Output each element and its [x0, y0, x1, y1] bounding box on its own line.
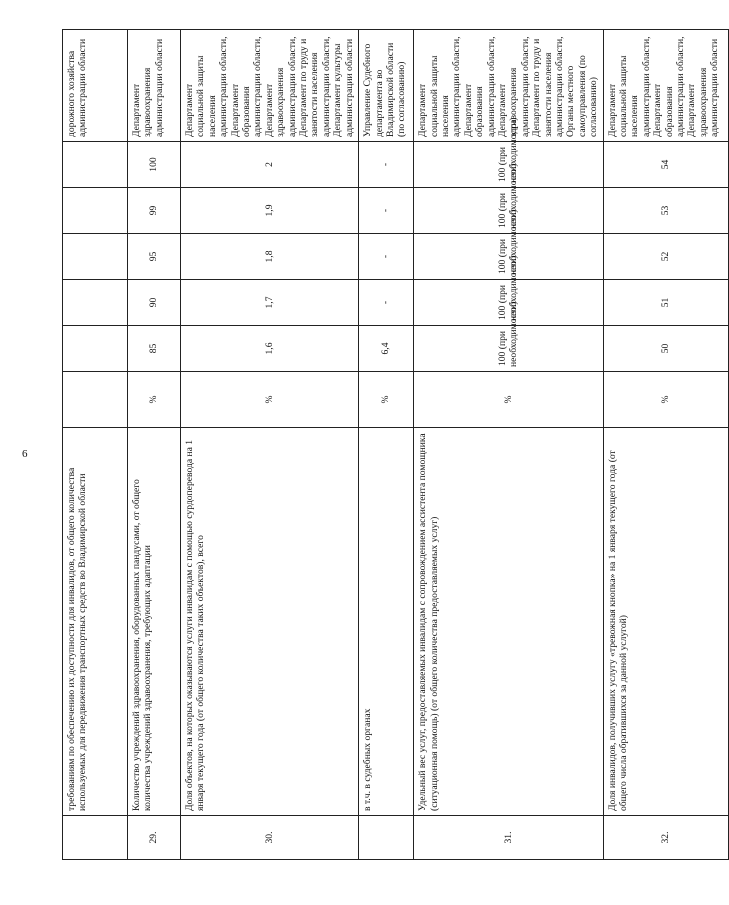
- value-2017: 51: [603, 280, 728, 326]
- value-2020: 54: [603, 142, 728, 188]
- table-row: [128, 30, 181, 860]
- value-2020: 100 (при необходимости): [414, 142, 604, 188]
- value-2016: 6,4: [359, 326, 414, 372]
- indicator-name: Количество учреждений здравоохранения, оборудованных пандусами, от общего количества учреждений здравоохранения, требующих адаптации: [128, 428, 181, 816]
- unit-cell: %: [603, 372, 728, 428]
- unit-cell: %: [359, 372, 414, 428]
- value-2018: 52: [603, 234, 728, 280]
- indicator-name: требованиям по обеспечению их доступности для инвалидов, от общего количества используемых для передвижения транспортных средств во Владимирской области: [63, 428, 128, 816]
- responsible-executor: Управление Судебного департамента во Владимирской области (по согласованию): [359, 30, 414, 142]
- value-2019: 1,9: [181, 188, 359, 234]
- value-2020: -: [359, 142, 414, 188]
- value-2017: -: [359, 280, 414, 326]
- table-row: [181, 30, 359, 860]
- responsible-executor: Департамент социальной защиты населения администрации области, Департамент образования администрации области, Департамент здравоохранения администрации области, Департамент по труду и занятости населения администрации области, Органы местного самоуправления (по согласованию): [414, 30, 604, 142]
- row-number: [359, 816, 414, 860]
- indicators-table: [62, 29, 729, 860]
- value-2016: 100 (при необходимости): [414, 326, 604, 372]
- value-2017: 90: [128, 280, 181, 326]
- row-number: [63, 816, 128, 860]
- responsible-executor: Департамент здравоохранения администрации области: [128, 30, 181, 142]
- unit-cell: %: [181, 372, 359, 428]
- value-2016: 85: [128, 326, 181, 372]
- value-2019: 53: [603, 188, 728, 234]
- value-2018: [63, 234, 128, 280]
- value-2019: 99: [128, 188, 181, 234]
- value-2016: [63, 326, 128, 372]
- unit-cell: [63, 372, 128, 428]
- table-row: [359, 30, 414, 860]
- unit-cell: %: [414, 372, 604, 428]
- indicator-name: Доля инвалидов, получивших услугу «тревожная кнопка» на 1 января текущего года (от общего числа обратившихся за данной услугой): [603, 428, 728, 816]
- responsible-executor: Департамент социальной защиты населения администрации области, Департамент образования администрации области, Департамент здравоохранения администрации области, Департамент по труду и занятости населения администрации области, Департамент культуры администрации области: [181, 30, 359, 142]
- row-number: 31.: [414, 816, 604, 860]
- responsible-executor: дорожного хозяйства администрации области: [63, 30, 128, 142]
- table-row: [414, 30, 604, 860]
- value-2017: 100 (при необходимости): [414, 280, 604, 326]
- value-2016: 50: [603, 326, 728, 372]
- value-2019: 100 (при необходимости): [414, 188, 604, 234]
- value-2019: [63, 188, 128, 234]
- table-row: [603, 30, 728, 860]
- value-2018: -: [359, 234, 414, 280]
- value-2020: 100: [128, 142, 181, 188]
- value-2018: 1,8: [181, 234, 359, 280]
- rotated-table-container: [62, 30, 721, 860]
- value-2017: 1,7: [181, 280, 359, 326]
- page-number: 6: [22, 448, 28, 460]
- value-2020: [63, 142, 128, 188]
- responsible-executor: Департамент социальной защиты населения администрации области, Департамент образования администрации области, Департамент здравоохранения администрации области: [603, 30, 728, 142]
- value-2016: 1,6: [181, 326, 359, 372]
- value-2017: [63, 280, 128, 326]
- row-number: 29.: [128, 816, 181, 860]
- unit-cell: %: [128, 372, 181, 428]
- value-2020: 2: [181, 142, 359, 188]
- value-2018: 95: [128, 234, 181, 280]
- table-row: [63, 30, 128, 860]
- indicator-name: Доля объектов, на которых оказываются услуги инвалидам с помощью сурдоперевода на 1 января текущего года (от общего количества таких объектов), всего: [181, 428, 359, 816]
- indicator-name: Удельный вес услуг, предоставляемых инвалидам с сопровождением ассистента помощника (ситуационная помощь) (от общего количества предоставляемых услуг): [414, 428, 604, 816]
- row-number: 30.: [181, 816, 359, 860]
- indicator-name: в т.ч. в судебных органах: [359, 428, 414, 816]
- value-2018: 100 (при необходимости): [414, 234, 604, 280]
- row-number: 32.: [603, 816, 728, 860]
- value-2019: -: [359, 188, 414, 234]
